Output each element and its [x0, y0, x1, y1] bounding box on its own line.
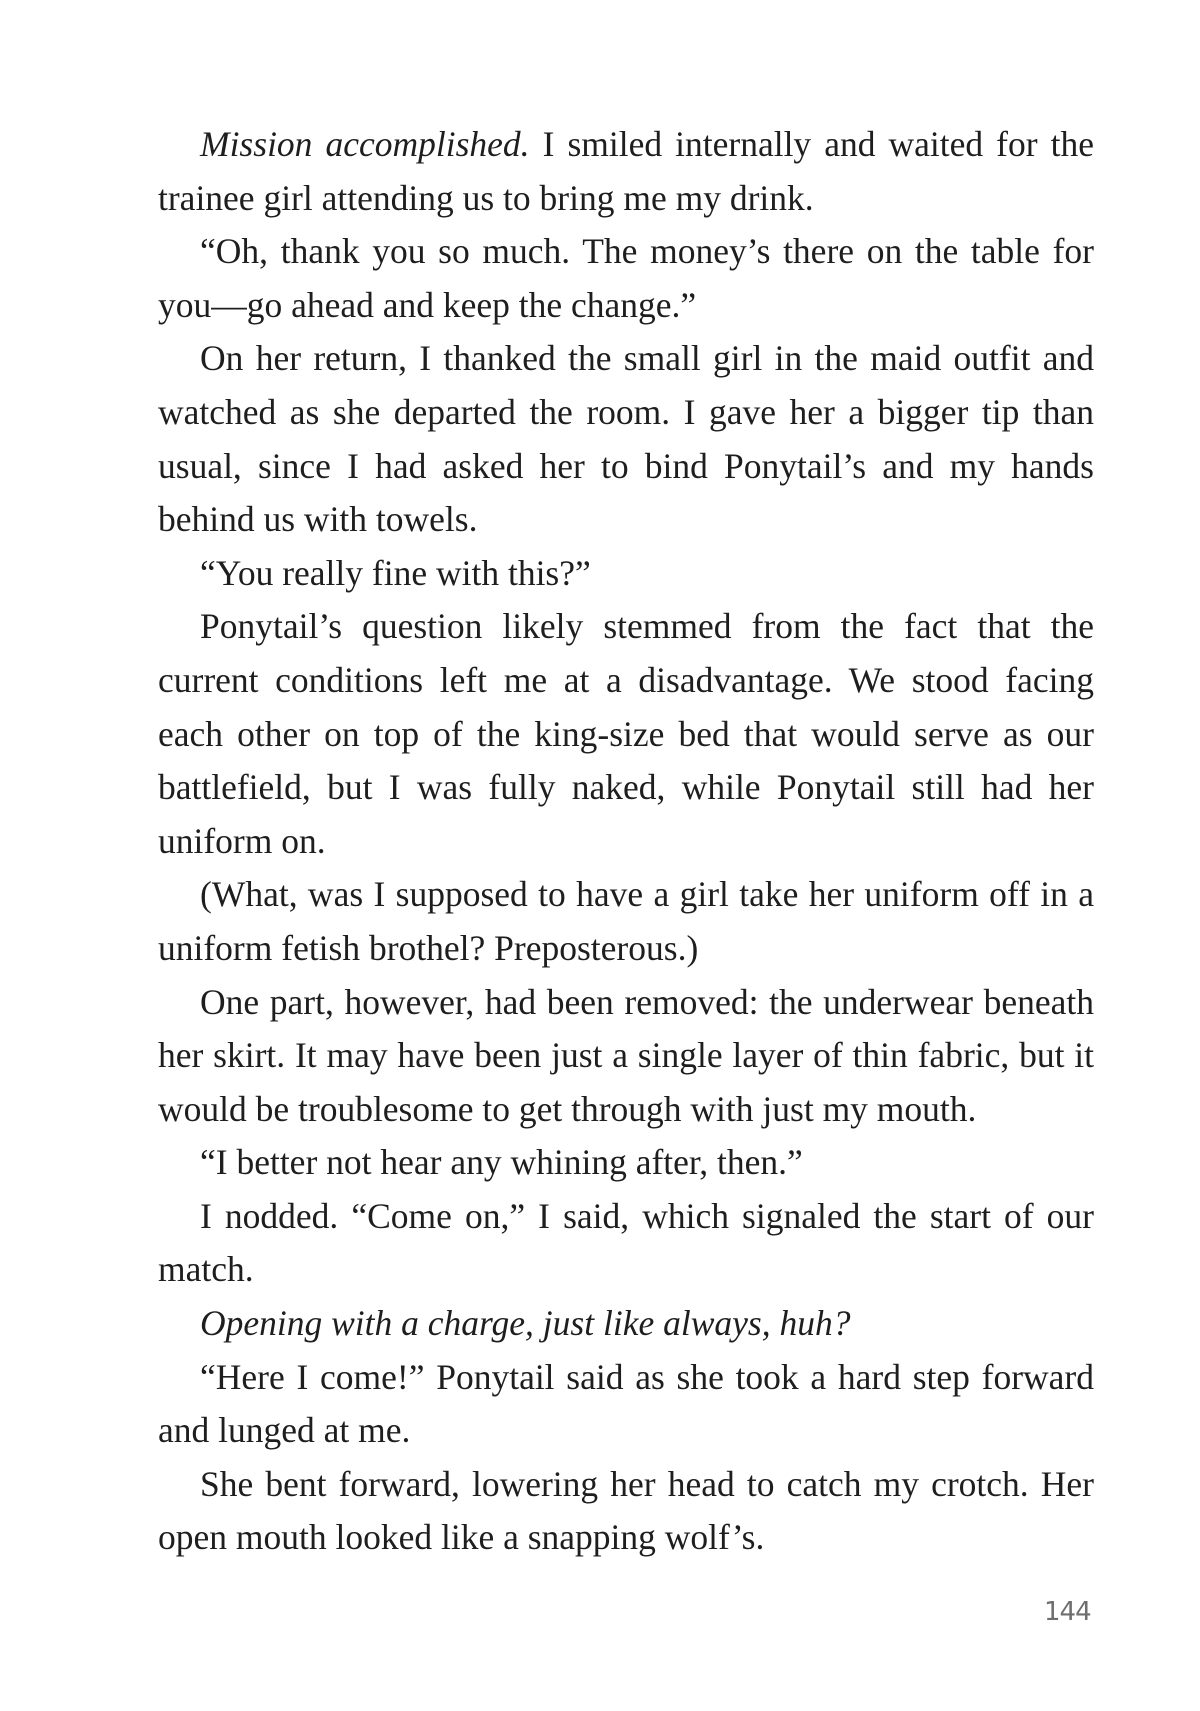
- paragraph-6: (What, was I supposed to have a girl take her uniform off in a uniform fetish brothel? Preposterous.): [158, 874, 1094, 968]
- paragraph-1-text: I smiled internally and waited for the trainee girl attending us to bring me my drink.: [158, 124, 1094, 218]
- paragraph-3: On her return, I thanked the small girl in the maid outfit and watched as she departed the room. I gave her a bigger tip than usual, since I had asked her to bind Ponytail’s and my hands behind us with towels.: [158, 338, 1094, 540]
- paragraph-4: “You really fine with this?”: [200, 552, 591, 593]
- page-body: [158, 118, 1094, 1565]
- paragraph-1: [158, 118, 1094, 225]
- paragraph-5: Ponytail’s question likely stemmed from the fact that the current conditions left me at a disadvantage. We stood facing each other on top of the king-size bed that would serve as our battlefield, but I was fully naked, while Ponytail still had her uniform on.: [158, 606, 1094, 861]
- paragraph-10: Opening with a charge, just like always, huh?: [200, 1303, 851, 1344]
- paragraph-9: I nodded. “Come on,” I said, which signaled the start of our match.: [158, 1195, 1094, 1290]
- paragraph-8: “I better not hear any whining after, then.”: [200, 1142, 803, 1183]
- paragraph-7: One part, however, had been removed: the underwear beneath her skirt. It may have been just a single layer of thin fabric, but it would be troublesome to get through with just my mouth.: [158, 981, 1094, 1129]
- paragraph-12: She bent forward, lowering her head to catch my crotch. Her open mouth looked like a snapping wolf’s.: [158, 1463, 1094, 1558]
- paragraph-11: “Here I come!” Ponytail said as she took a hard step forward and lunged at me.: [158, 1356, 1094, 1451]
- paragraph-2: “Oh, thank you so much. The money’s there on the table for you—go ahead and keep the change.”: [158, 231, 1094, 325]
- paragraph-1-italic: Mission accomplished.: [200, 124, 530, 164]
- page-number: 144: [1044, 1597, 1091, 1627]
